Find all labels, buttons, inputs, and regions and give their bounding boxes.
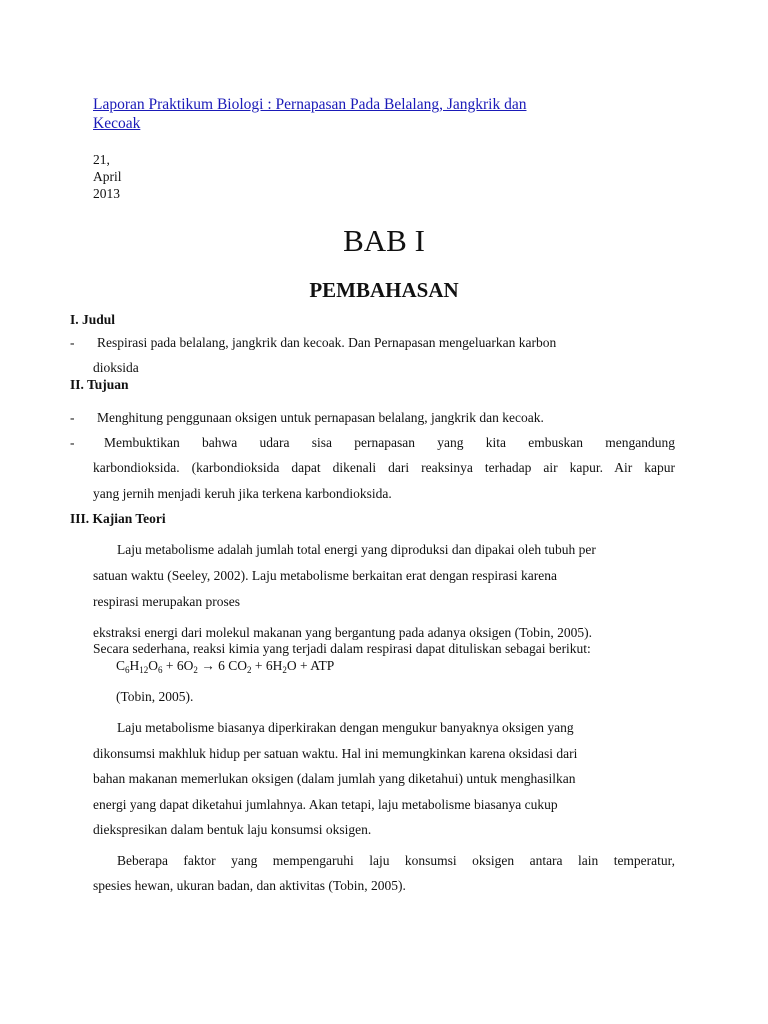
bullet: -	[70, 335, 75, 350]
paragraph-line: bahan makanan memerlukan oksigen (dalam jumlah yang diketahui) untuk menghasilkan	[93, 771, 576, 786]
paragraph-line: diekspresikan dalam bentuk laju konsumsi oksigen.	[93, 822, 372, 837]
tujuan-item-2-end: yang jernih menjadi keruh jika terkena karbondioksida.	[93, 486, 392, 501]
section-kajian-heading: III. Kajian Teori	[70, 511, 166, 526]
paragraph-line: Laju metabolisme adalah jumlah total energi yang diproduksi dan dipakai oleh tubuh per	[117, 542, 596, 557]
bullet: -	[70, 410, 75, 425]
section-judul-heading: I. Judul	[70, 312, 116, 327]
chemical-equation: $C_6H_{12}O_6 + 6O_2 \to 6$ $CO_2 + 6H_2O$ + ATP	[116, 658, 335, 675]
chapter-heading: BAB I	[343, 223, 425, 258]
title-link[interactable]: Laporan Praktikum Biologi : Pernapasan Pada Belalang, Jangkrik dan	[93, 96, 527, 113]
paragraph-line: Laju metabolisme biasanya diperkirakan dengan mengukur banyaknya oksigen yang	[117, 720, 574, 735]
date-month: April	[93, 169, 122, 184]
paragraph-line: Beberapa faktor yang mempengaruhi laju konsumsi oksigen antara lain temperatur,	[117, 853, 675, 868]
tujuan-item-2: Membuktikan bahwa udara sisa pernapasan yang kita embuskan mengandung	[104, 435, 675, 450]
paragraph-line: ekstraksi energi dari molekul makanan yang bergantung pada adanya oksigen (Tobin, 2005).	[93, 625, 593, 640]
section-tujuan-heading: II. Tujuan	[70, 377, 129, 392]
paragraph-line: spesies hewan, ukuran badan, dan aktivitas (Tobin, 2005).	[93, 878, 406, 893]
tujuan-item-1: Menghitung penggunaan oksigen untuk pernapasan belalang, jangkrik dan kecoak.	[97, 410, 544, 425]
paragraph-line: Secara sederhana, reaksi kimia yang terjadi dalam respirasi dapat dituliskan sebagai berikut:	[93, 641, 591, 656]
tujuan-item-2-cont: karbondioksida. (karbondioksida dapat dikenali dari reaksinya terhadap air kapur. Air kapur	[93, 460, 675, 475]
date-year: 2013	[93, 186, 120, 201]
chapter-subheading: PEMBAHASAN	[309, 278, 459, 302]
paragraph-line: dikonsumsi makhluk hidup per satuan waktu. Hal ini memungkinkan karena oksidasi dari	[93, 746, 578, 761]
paragraph-line: respirasi merupakan proses	[93, 594, 240, 609]
judul-text: Respirasi pada belalang, jangkrik dan kecoak. Dan Pernapasan mengeluarkan karbon	[97, 335, 557, 350]
date-day: 21,	[93, 152, 110, 167]
citation: (Tobin, 2005).	[116, 689, 194, 704]
judul-text-cont: dioksida	[93, 360, 139, 375]
paragraph-line: satuan waktu (Seeley, 2002). Laju metabolisme berkaitan erat dengan respirasi karena	[93, 568, 557, 583]
paragraph-line: energi yang dapat diketahui jumlahnya. Akan tetapi, laju metabolisme biasanya cukup	[93, 797, 558, 812]
title-link-continued[interactable]: Kecoak	[93, 115, 141, 132]
bullet: -	[70, 435, 75, 450]
